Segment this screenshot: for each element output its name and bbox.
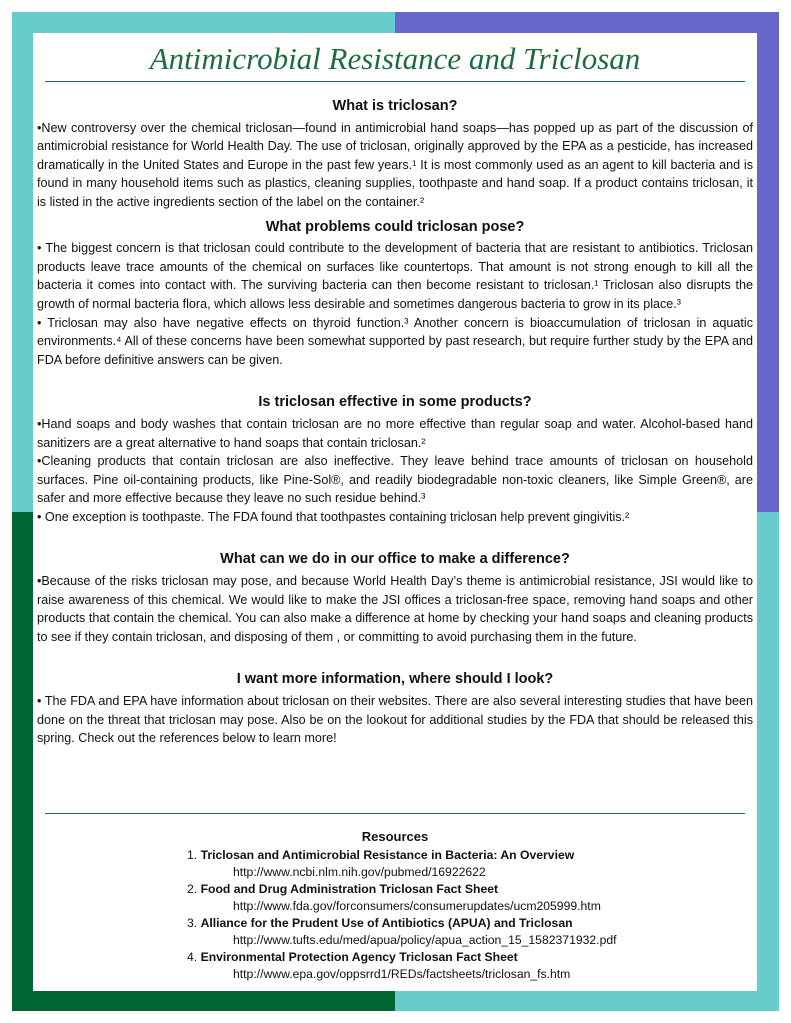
reference-item xyxy=(33,881,757,915)
reference-number: 1. xyxy=(187,848,198,862)
reference-link[interactable]: http://www.epa.gov/oppsrrd1/REDs/factsheets/triclosan_fs.htm xyxy=(233,967,571,981)
section-heading: I want more information, where should I look? xyxy=(236,671,554,688)
reference-title: Food and Drug Administration Triclosan Fact Sheet xyxy=(200,882,499,896)
section-office xyxy=(37,550,753,646)
reference-link[interactable]: http://www.fda.gov/forconsumers/consumerupdates/ucm205999.htm xyxy=(233,899,601,913)
paragraph: • Triclosan may also have negative effects on thyroid function.³ Another concern is bioaccumulation of triclosan in aquatic environments.⁴ All of these concerns have been somewhat supported by past research, but require further study by the EPA and FDA before definitive answers can be given. xyxy=(37,315,753,367)
reference-item xyxy=(33,949,757,983)
spacer xyxy=(37,369,753,387)
document-body xyxy=(37,91,753,748)
resources-section xyxy=(33,828,757,983)
reference-title: Environmental Protection Agency Triclosan Fact Sheet xyxy=(200,950,518,964)
reference-title: Alliance for the Prudent Use of Antibiotics (APUA) and Triclosan xyxy=(200,916,573,930)
section-effective xyxy=(37,393,753,526)
paragraph: • One exception is toothpaste. The FDA found that toothpastes containing triclosan help prevent gingivitis.² xyxy=(37,509,630,524)
paragraph: •Because of the risks triclosan may pose, and because World Health Day’s theme is antimicrobial resistance, JSI would like to raise awareness of this chemical. We would like to make the JSI offices a triclosan-free space, removing hand soaps and other products that contain the chemical. You can also make a difference at home by checking your hand soaps and cleaning products to see if they contain triclosan, and disposing of them , or committing to avoid purchasing them in the future. xyxy=(37,574,753,644)
reference-number: 2. xyxy=(187,882,198,896)
reference-title: Triclosan and Antimicrobial Resistance in Bacteria: An Overview xyxy=(200,848,575,862)
section-heading: What is triclosan? xyxy=(332,98,458,114)
paragraph: • The FDA and EPA have information about triclosan on their websites. There are also several interesting studies that have been done on the threat that triclosan may pose. Also be on the lookout for additional studies by the FDA that should be released this spring. Check out the references below to learn more! xyxy=(37,694,753,746)
reference-link[interactable]: http://www.tufts.edu/med/apua/policy/apua_action_15_1582371932.pdf xyxy=(233,933,617,947)
section-what-is-triclosan xyxy=(37,97,753,212)
paragraph: • The biggest concern is that triclosan could contribute to the development of bacteria that are resistant to antibiotics. Triclosan products leave trace amounts of the chemical on surfaces like countertops. That amount is not strong enough to kill all the bacteria it comes into contact with. The surviving bacteria can then become resistant to triclosan.¹ Triclosan also disrupts the growth of normal bacteria flora, which allows less desirable and sometimes dangerous bacteria to grow in its place.³ xyxy=(37,241,753,311)
section-heading: Is triclosan effective in some products? xyxy=(258,394,532,411)
section-heading: What problems could triclosan pose? xyxy=(265,218,525,235)
title-divider xyxy=(45,81,745,82)
reference-item xyxy=(33,915,757,949)
spacer xyxy=(37,646,753,664)
reference-link[interactable]: http://www.ncbi.nlm.nih.gov/pubmed/16922622 xyxy=(233,865,486,879)
section-heading: What can we do in our office to make a difference? xyxy=(220,551,570,568)
reference-number: 3. xyxy=(187,916,198,930)
section-problems xyxy=(37,218,753,370)
page-title: Antimicrobial Resistance and Triclosan xyxy=(149,41,641,76)
paragraph: •New controversy over the chemical triclosan—found in antimicrobial hand soaps—has popped up as part of the discussion of antimicrobial resistance for World Health Day. The use of triclosan, originally approved by the EPA as a pesticide, has increased dramatically in the United States and Europe in the past few years.¹ It is most commonly used as an agent to kill bacteria and is found in many household items such as plastics, cleaning supplies, toothpaste and hand soap. If a product contains triclosan, it is listed in the active ingredients section of the label on the container.² xyxy=(37,120,753,209)
section-more-info xyxy=(37,670,753,747)
resources-title: Resources xyxy=(361,829,429,844)
reference-number: 4. xyxy=(187,950,198,964)
resources-divider xyxy=(45,813,745,814)
paragraph: •Cleaning products that contain triclosan are also ineffective. They leave behind trace amounts of triclosan on household surfaces. Pine oil-containing products, like Pine-Sol®, and readily biodegradable non-toxic cleaners, like Simple Green®, are safer and more effective because they leave no such residue behind.³ xyxy=(37,454,753,506)
paragraph: •Hand soaps and body washes that contain triclosan are no more effective than regular soap and water. Alcohol-based hand sanitizers are a great alternative to hand soaps that contain triclosan.² xyxy=(37,416,753,450)
document-panel xyxy=(33,33,757,991)
spacer xyxy=(37,526,753,544)
reference-item xyxy=(33,847,757,881)
